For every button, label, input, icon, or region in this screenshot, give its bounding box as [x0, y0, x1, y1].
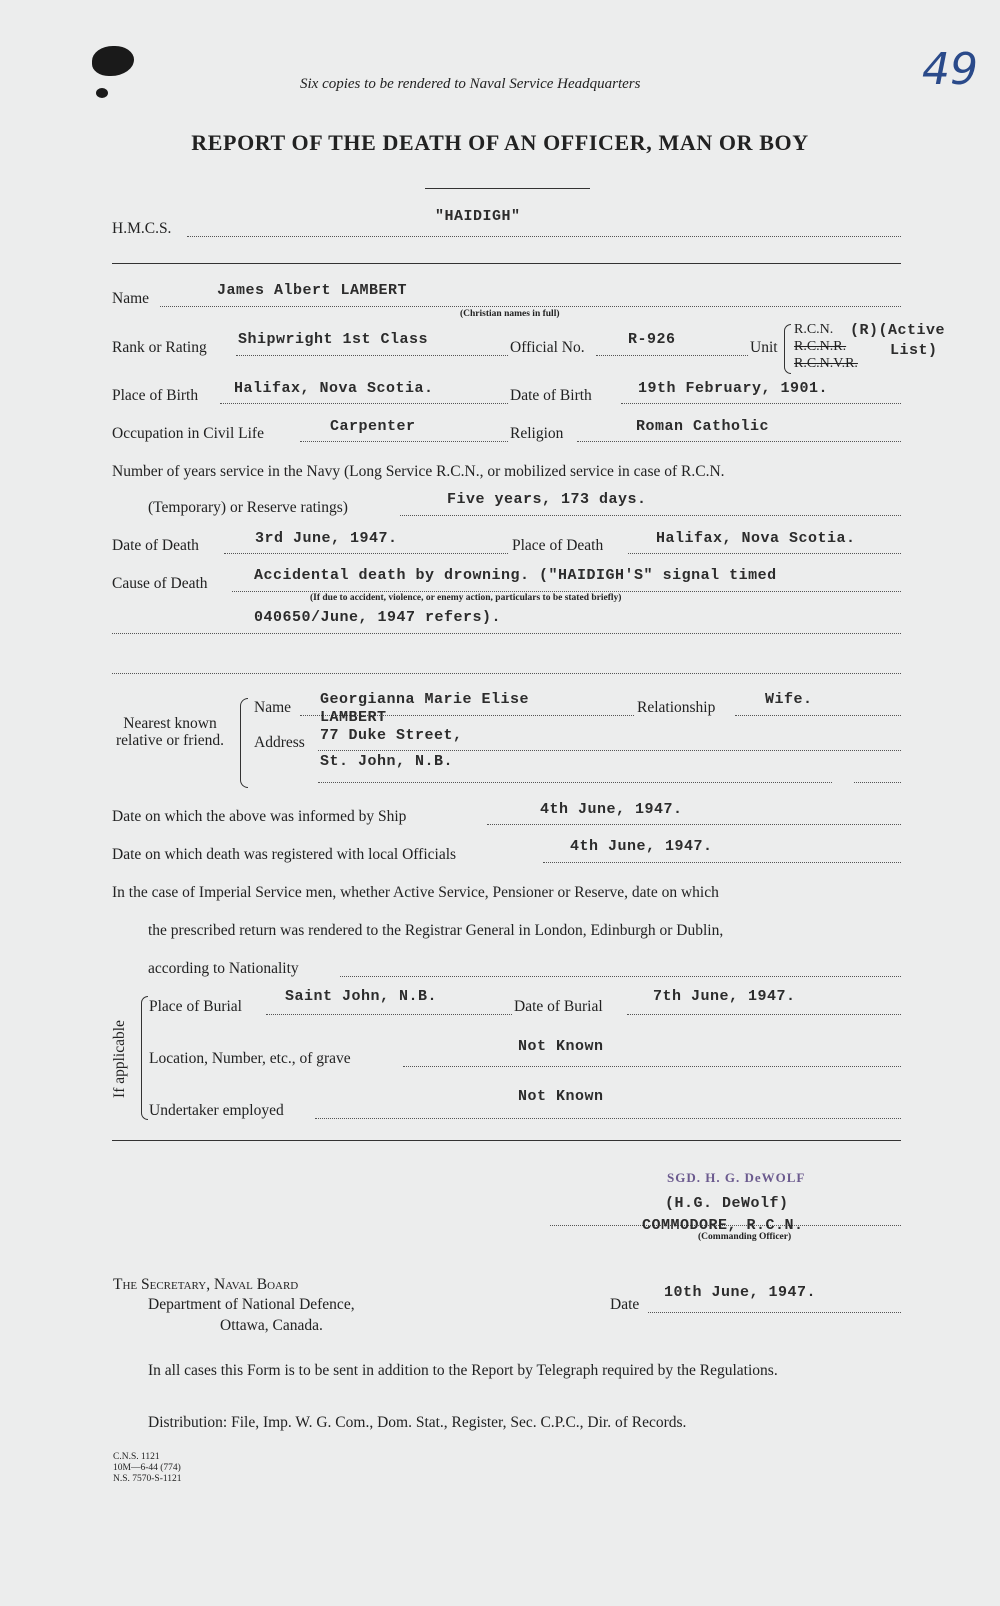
religion-value: Roman Catholic	[636, 418, 770, 435]
undertaker-label: Undertaker employed	[149, 1102, 284, 1119]
report-date-label: Date	[610, 1296, 640, 1313]
unit-brace	[784, 324, 791, 374]
occupation-label: Occupation in Civil Life	[112, 425, 264, 442]
title-rule	[425, 188, 590, 189]
official-no-value: R-926	[628, 331, 676, 348]
birth-place-label: Place of Birth	[112, 387, 199, 404]
rank-label: Rank or Rating	[112, 339, 207, 356]
signature-typed-rank: COMMODORE, R.C.N.	[642, 1217, 804, 1234]
name-label: Name	[112, 290, 150, 307]
service-label-1: Number of years service in the Navy (Long Service R.C.N., or mobilized service in case of R.C.N.	[112, 463, 725, 480]
relative-address-1: 77 Duke Street,	[320, 727, 463, 744]
relative-name-value: Georgianna Marie Elise	[320, 691, 530, 708]
service-label-2: (Temporary) or Reserve ratings)	[148, 499, 348, 516]
signature-typed-name: (H.G. DeWolf)	[665, 1195, 789, 1212]
occupation-value: Carpenter	[330, 418, 416, 435]
religion-label: Religion	[510, 425, 564, 442]
cause-label: Cause of Death	[112, 575, 208, 592]
ship-label: H.M.C.S.	[112, 220, 172, 237]
address-line-1: The Secretary, Naval Board	[113, 1276, 299, 1293]
section-rule-2	[112, 1140, 901, 1141]
relative-group-label: Nearest known relative or friend.	[115, 715, 224, 749]
birth-place-value: Halifax, Nova Scotia.	[234, 380, 434, 397]
unit-option-rcnr: R.C.N.R.	[794, 339, 847, 354]
relationship-label: Relationship	[637, 699, 716, 716]
form-code-2: 10M—6-44 (774)	[113, 1463, 181, 1473]
undertaker-value: Not Known	[518, 1088, 604, 1105]
address-line-3: Ottawa, Canada.	[220, 1317, 323, 1334]
registered-label: Date on which death was registered with local Officials	[112, 846, 457, 863]
unit-option-rcnvr: R.C.N.V.R.	[794, 356, 858, 371]
birth-date-value: 19th February, 1901.	[638, 380, 829, 397]
relationship-value: Wife.	[765, 691, 813, 708]
ink-blot	[92, 46, 134, 76]
cause-value-1: Accidental death by drowning. ("HAIDIGH'S" signal timed	[254, 567, 777, 584]
form-code-1: C.N.S. 1121	[113, 1452, 160, 1462]
relative-address-label: Address	[254, 734, 305, 751]
birth-date-label: Date of Birth	[510, 387, 592, 404]
grave-label: Location, Number, etc., of grave	[149, 1050, 351, 1067]
unit-value-2: List)	[890, 342, 938, 359]
registered-value: 4th June, 1947.	[570, 838, 713, 855]
burial-place-label: Place of Burial	[149, 998, 242, 1015]
burial-side-label: If applicable	[111, 1020, 128, 1098]
form-title: REPORT OF THE DEATH OF AN OFFICER, MAN OR BOY	[191, 130, 809, 155]
relative-name-label: Name	[254, 699, 292, 716]
relative-brace	[240, 698, 248, 788]
unit-value-1: (R)(Active	[850, 322, 946, 339]
ink-blot-small	[96, 88, 108, 98]
imperial-line-2: the prescribed return was rendered to the Registrar General in London, Edinburgh or Dublin,	[148, 922, 724, 939]
unit-option-rcn: R.C.N.	[794, 322, 834, 337]
footer-note: In all cases this Form is to be sent in addition to the Report by Telegraph required by the Regulations.	[148, 1362, 778, 1379]
service-value: Five years, 173 days.	[447, 491, 647, 508]
footer-distribution: Distribution: File, Imp. W. G. Com., Dom. Stat., Register, Sec. C.P.C., Dir. of Records.	[148, 1414, 687, 1431]
burial-place-value: Saint John, N.B.	[285, 988, 438, 1005]
name-value: James Albert LAMBERT	[217, 282, 408, 299]
death-date-label: Date of Death	[112, 537, 199, 554]
signature-note: (Commanding Officer)	[698, 1232, 792, 1242]
ship-value: "HAIDIGH"	[435, 208, 521, 225]
informed-value: 4th June, 1947.	[540, 801, 683, 818]
report-date-value: 10th June, 1947.	[664, 1284, 817, 1301]
form-code-3: N.S. 7570-S-1121	[113, 1474, 182, 1484]
burial-date-value: 7th June, 1947.	[653, 988, 796, 1005]
address-line-2: Department of National Defence,	[148, 1296, 355, 1313]
page-number: 49	[922, 44, 978, 95]
rank-value: Shipwright 1st Class	[238, 331, 429, 348]
unit-label: Unit	[750, 339, 778, 356]
death-place-value: Halifax, Nova Scotia.	[656, 530, 856, 547]
imperial-line-3: according to Nationality	[148, 960, 299, 977]
burial-date-label: Date of Burial	[514, 998, 603, 1015]
grave-value: Not Known	[518, 1038, 604, 1055]
signature-stamp: SGD. H. G. DeWOLF	[667, 1170, 806, 1185]
section-rule-1	[112, 263, 901, 264]
cause-value-2: 040650/June, 1947 refers).	[254, 609, 502, 626]
copies-note: Six copies to be rendered to Naval Service Headquarters	[300, 76, 641, 92]
death-place-label: Place of Death	[512, 537, 604, 554]
burial-brace	[141, 996, 148, 1120]
relative-name-value-2: LAMBERT	[320, 709, 387, 726]
cause-note: (If due to accident, violence, or enemy action, particulars to be stated briefly)	[310, 593, 622, 603]
name-note: (Christian names in full)	[460, 309, 560, 319]
death-date-value: 3rd June, 1947.	[255, 530, 398, 547]
relative-address-2: St. John, N.B.	[320, 753, 454, 770]
official-no-label: Official No.	[510, 339, 585, 356]
imperial-line-1: In the case of Imperial Service men, whether Active Service, Pensioner or Reserve, date on which	[112, 884, 719, 901]
informed-label: Date on which the above was informed by Ship	[112, 808, 407, 825]
